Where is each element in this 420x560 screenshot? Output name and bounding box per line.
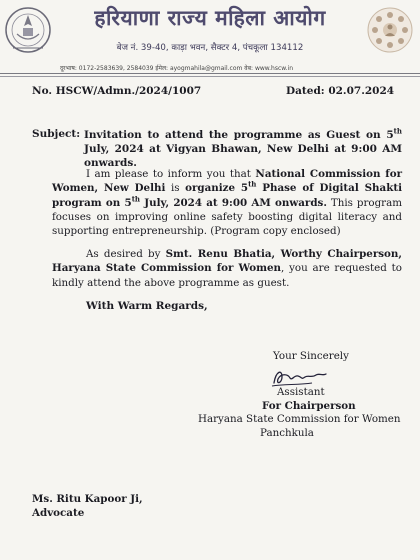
p2-text-c: , you are requested to kindly attend the above programme as guest. bbox=[52, 262, 402, 289]
subject-part-2: July, 2024 at Vigyan Bhawan, New Delhi at 9:00 AM onwards. bbox=[84, 143, 402, 169]
recipient-name: Ms. Ritu Kapoor Ji, bbox=[32, 493, 143, 505]
p1-event-d-sup: th bbox=[248, 179, 257, 189]
letterhead-title: हरियाणा राज्य महिला आयोग bbox=[94, 6, 326, 30]
closing-regards: With Warm Regards, bbox=[86, 300, 208, 312]
p2-text-a: As desired by bbox=[86, 248, 166, 260]
header-divider bbox=[0, 73, 420, 74]
subject-label: Subject: bbox=[32, 128, 81, 140]
body-paragraph-1 bbox=[52, 167, 402, 238]
p1-commission: National Commission for Women, New Delhi bbox=[52, 168, 403, 195]
letterhead-contact: दूरभाष: 0172-2583639, 2584039 ईमेल: ayogmahila@gmail.com वेब: www.hscw.in bbox=[60, 65, 294, 72]
header-divider-secondary bbox=[0, 76, 420, 77]
p2-chairperson: Smt. Renu Bhatia, Worthy Chairperson, Haryana State Commission for Women bbox=[52, 248, 402, 275]
p1-text-a: I am please to inform you that bbox=[86, 168, 256, 180]
p1-text-g: This program focuses on improving online safety boosting digital literacy and supporting entrepreneurship. (Program copy enclosed) bbox=[52, 196, 403, 238]
p1-event-f: July, 2024 at 9:00 AM onwards. bbox=[140, 196, 327, 209]
subject-sup: th bbox=[393, 126, 402, 136]
signatory-commission: Haryana State Commission for Women bbox=[198, 413, 401, 425]
recipient-title: Advocate bbox=[32, 507, 85, 519]
signatory-city: Panchkula bbox=[260, 427, 314, 439]
letter-date: Dated: 02.07.2024 bbox=[286, 85, 395, 97]
subject-part-1: Invitation to attend the programme as Guest on 5 bbox=[84, 129, 394, 141]
reference-number: No. HSCW/Admn./2024/1007 bbox=[32, 85, 202, 97]
signatory-designation: Assistant bbox=[277, 386, 325, 398]
sign-off: Your Sincerely bbox=[273, 350, 349, 362]
for-chairperson: For Chairperson bbox=[262, 400, 356, 412]
subject-text bbox=[84, 128, 402, 170]
p1-event-e-sup: th bbox=[131, 194, 141, 204]
p1-event-d: organize 5 bbox=[185, 182, 249, 195]
letterhead-address: बेज नं. 39-40, काड़ा भवन, सैक्टर 4, पंचकूला 134112 bbox=[116, 43, 304, 53]
p1-event-e: Phase of Digital Shakti program on 5 bbox=[52, 182, 403, 209]
p1-text-c: is bbox=[165, 182, 186, 195]
body-paragraph-2 bbox=[52, 247, 402, 290]
